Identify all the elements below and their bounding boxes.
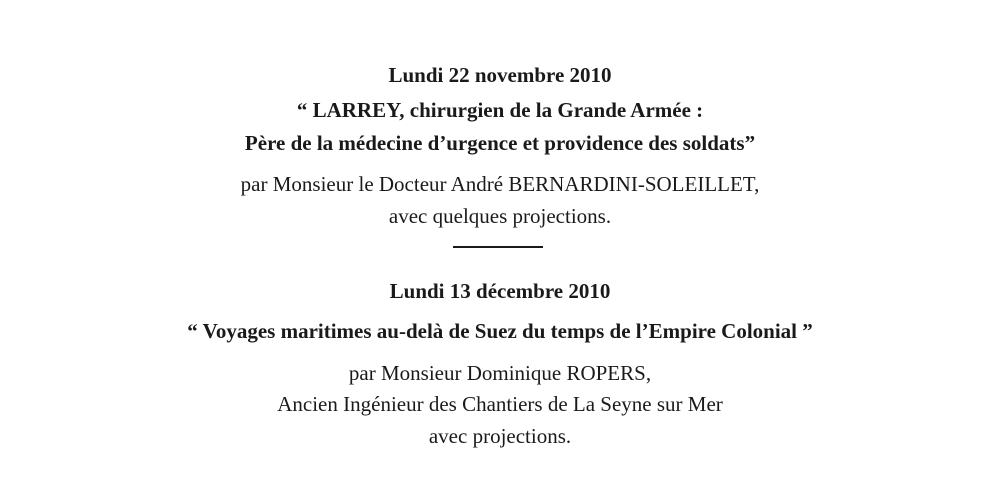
event-2-note: avec projections.	[428, 424, 572, 448]
section-divider	[453, 246, 543, 248]
event-2-date: Lundi 13 décembre 2010	[389, 279, 611, 303]
event-1-title-line-1: “ LARREY, chirurgien de la Grande Armée :	[296, 98, 704, 122]
event-2-title: “ Voyages maritimes au-delà de Suez du temps de l’Empire Colonial ”	[187, 319, 813, 343]
event-1-date: Lundi 22 novembre 2010	[388, 63, 612, 87]
event-1-title-line-2: Père de la médecine d’urgence et providence des soldats”	[244, 131, 756, 155]
event-2-speaker: par Monsieur Dominique ROPERS,	[348, 361, 652, 385]
event-1-speaker: par Monsieur le Docteur André BERNARDINI-SOLEILLET,	[240, 172, 760, 196]
event-1-note: avec quelques projections.	[388, 204, 612, 228]
event-2-speaker-role: Ancien Ingénieur des Chantiers de La Seyne sur Mer	[277, 392, 723, 416]
